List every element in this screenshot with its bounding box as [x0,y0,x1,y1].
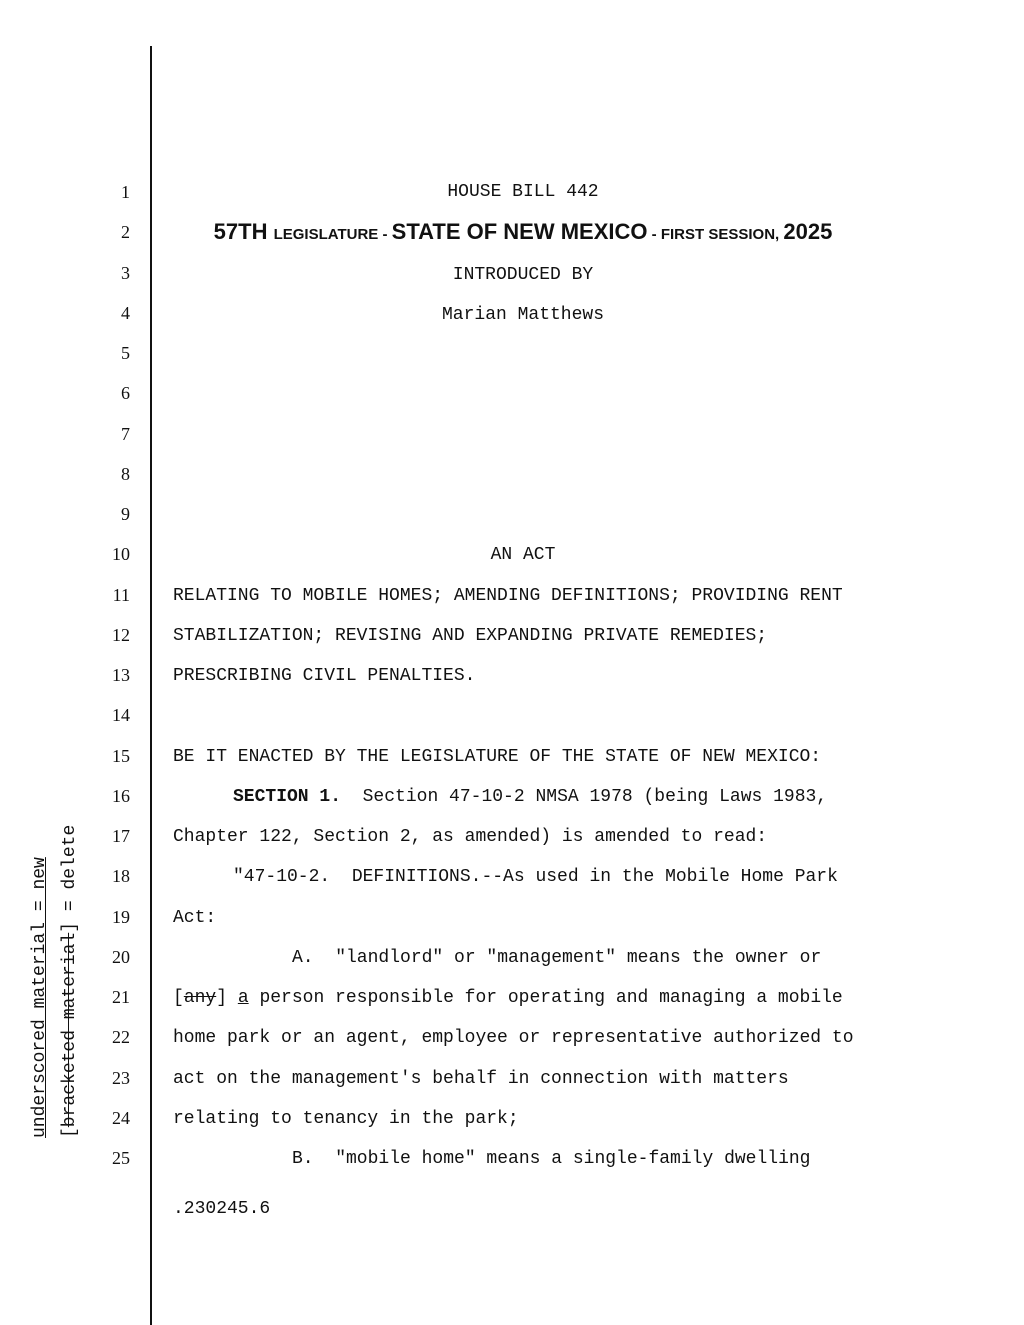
line-number: 15 [112,746,130,766]
introduced-by: INTRODUCED BY [452,265,594,285]
line-number: 20 [112,947,130,967]
subsection-a-line-2: [any] a person responsible for operating and managing a mobile [173,988,843,1008]
line-number: 2 [121,222,130,242]
subsection-a-line-5: relating to tenancy in the park; [173,1109,519,1129]
sponsor-name: Marian Matthews [441,305,605,325]
line-number: 18 [112,866,130,886]
line-number: 10 [112,544,130,564]
line-number: 22 [112,1027,130,1047]
title-line-3: PRESCRIBING CIVIL PENALTIES. [173,666,476,686]
subsection-b-line-1: B. "mobile home" means a single-family dwelling [292,1149,811,1169]
line-number: 16 [112,786,130,806]
line-number: 21 [112,987,130,1007]
line-number: 1 [121,182,130,202]
title-line-1: RELATING TO MOBILE HOMES; AMENDING DEFINITIONS; PROVIDING RENT [173,586,843,606]
margin-key-new: underscored material = new [30,857,50,1138]
line-number: 23 [112,1068,130,1088]
line-number: 6 [121,383,130,403]
line-number: 17 [112,826,130,846]
line-number: 19 [112,907,130,927]
line-number: 14 [112,705,130,725]
line-number: 24 [112,1108,130,1128]
line-number: 7 [121,424,130,444]
line-number: 13 [112,665,130,685]
line-number: 4 [121,303,130,323]
margin-key-delete: [bracketed material] = delete [60,824,80,1138]
line-number: 12 [112,625,130,645]
section-1-line-2: Chapter 122, Section 2, as amended) is amended to read: [173,827,768,847]
section-1-line-1: SECTION 1. Section 47-10-2 NMSA 1978 (being Laws 1983, [233,787,828,807]
bill-number: HOUSE BILL 442 [447,182,599,202]
act-heading: AN ACT [490,545,556,565]
line-number: 8 [121,464,130,484]
line-number: 5 [121,343,130,363]
subsection-a-line-1: A. "landlord" or "management" means the owner or [292,948,822,968]
definitions-line-2: Act: [173,908,217,928]
legislature-line: 57TH LEGISLATURE - STATE OF NEW MEXICO - FIRST SESSION, 2025 [213,219,833,244]
document-code: .230245.6 [173,1199,271,1219]
line-number: 9 [121,504,130,524]
line-number: 25 [112,1148,130,1168]
line-number: 11 [112,585,130,605]
line-number: 3 [121,263,130,283]
enacting-clause: BE IT ENACTED BY THE LEGISLATURE OF THE STATE OF NEW MEXICO: [173,747,822,767]
title-line-2: STABILIZATION; REVISING AND EXPANDING PRIVATE REMEDIES; [173,626,768,646]
subsection-a-line-3: home park or an agent, employee or representative authorized to [173,1028,854,1048]
definitions-line-1: "47-10-2. DEFINITIONS.--As used in the Mobile Home Park [233,867,838,887]
subsection-a-line-4: act on the management's behalf in connection with matters [173,1069,789,1089]
margin-divider [150,46,152,1325]
